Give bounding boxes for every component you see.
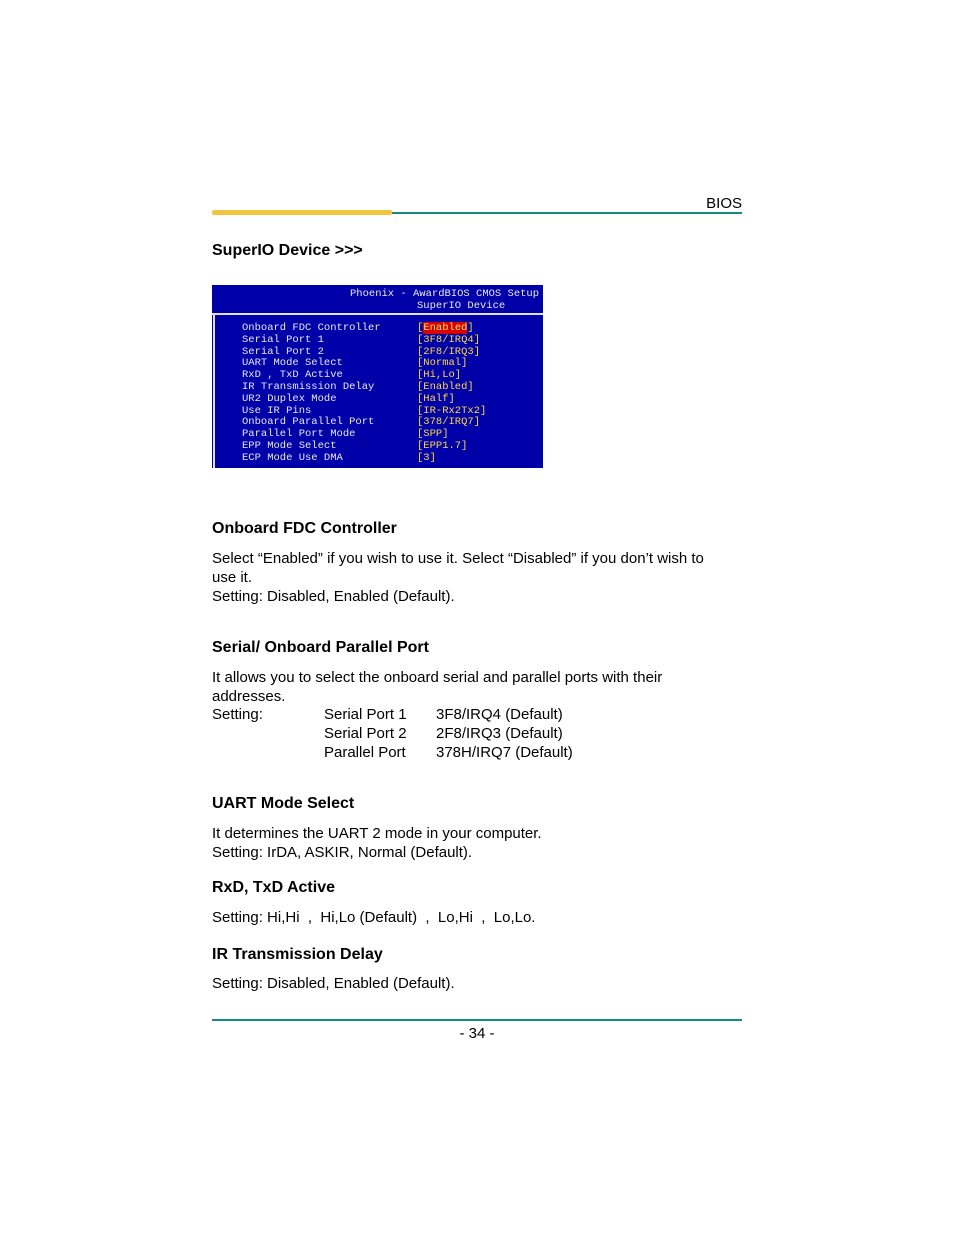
bios-title-line2: SuperIO Device: [417, 300, 506, 312]
bios-row-label: UR2 Duplex Mode: [242, 392, 337, 405]
bios-row-value: [Normal]: [417, 357, 468, 370]
section-header: BIOS: [706, 195, 742, 212]
bios-highlight: Enabled: [423, 322, 468, 334]
bios-row-label: Serial Port 1: [242, 333, 324, 346]
bios-row-label: Serial Port 2: [242, 345, 324, 358]
footer-rule: [212, 1019, 742, 1021]
bios-row-label: Onboard FDC Controller: [242, 322, 381, 334]
bios-row: [242, 405, 542, 417]
ir-setting: Setting: Disabled, Enabled (Default).: [212, 975, 455, 992]
bios-row-label: Parallel Port Mode: [242, 428, 356, 441]
bios-row: [242, 322, 542, 334]
serial-port-2-name: Serial Port 2: [324, 725, 407, 742]
fdc-setting: Setting: Disabled, Enabled (Default).: [212, 588, 455, 605]
bios-row: [242, 452, 542, 464]
fdc-line1: Select “Enabled” if you wish to use it. Select “Disabled” if you don’t wish to: [212, 550, 704, 567]
bios-row-value: [IR-Rx2Tx2]: [417, 404, 487, 417]
bios-row-value: [2F8/IRQ3]: [417, 345, 481, 358]
parallel-port-name: Parallel Port: [324, 744, 406, 761]
fdc-heading: Onboard FDC Controller: [212, 520, 397, 537]
serial-line2: addresses.: [212, 688, 286, 705]
serial-line1: It allows you to select the onboard serial and parallel ports with their: [212, 669, 663, 686]
bios-title: [212, 287, 543, 313]
bios-title-line1: Phoenix - AwardBIOS CMOS Setup: [350, 288, 540, 300]
uart-heading: UART Mode Select: [212, 795, 355, 812]
bios-row-label: EPP Mode Select: [242, 439, 337, 452]
bios-row: [242, 393, 542, 405]
bios-row-value: [SPP]: [417, 428, 449, 441]
bios-row: [242, 369, 542, 381]
bios-row: [242, 428, 542, 440]
bios-screenshot: [212, 285, 543, 468]
uart-setting: Setting: IrDA, ASKIR, Normal (Default).: [212, 844, 473, 861]
bios-row: [242, 357, 542, 369]
bios-row-value: [EPP1.7]: [417, 439, 468, 452]
header-accent-bar: [212, 210, 392, 215]
bios-settings-list: [242, 322, 542, 464]
serial-port-2-value: 2F8/IRQ3 (Default): [436, 725, 563, 742]
bios-row-value: [Enabled]: [417, 322, 474, 334]
bios-row-label: ECP Mode Use DMA: [242, 451, 343, 464]
page-number: - 34 -: [459, 1025, 495, 1042]
bios-left-border: [213, 315, 215, 468]
bios-row-label: Onboard Parallel Port: [242, 416, 375, 429]
bios-row-value: [378/IRQ7]: [417, 416, 481, 429]
serial-port-1-name: Serial Port 1: [324, 706, 407, 723]
bios-row-label: Use IR Pins: [242, 404, 312, 417]
parallel-port-value: 378H/IRQ7 (Default): [436, 744, 573, 761]
header-rule: [392, 212, 742, 214]
bios-divider: [212, 313, 543, 315]
bios-row-label: IR Transmission Delay: [242, 380, 375, 393]
bios-row-value: [3]: [417, 451, 436, 464]
serial-heading: Serial/ Onboard Parallel Port: [212, 639, 429, 656]
bios-row: [242, 416, 542, 428]
bios-row-label: RxD , TxD Active: [242, 369, 343, 382]
uart-line1: It determines the UART 2 mode in your computer.: [212, 825, 542, 842]
bios-row: [242, 381, 542, 393]
serial-setting-label: Setting:: [212, 706, 263, 723]
bios-row-value: [3F8/IRQ4]: [417, 333, 481, 346]
bios-row: [242, 334, 542, 346]
bios-row: [242, 440, 542, 452]
bios-row-value: [Enabled]: [417, 380, 474, 393]
bios-row-value: [Half]: [417, 392, 455, 405]
rxd-setting: Setting: Hi,Hi , Hi,Lo (Default) , Lo,Hi , Lo,Lo.: [212, 909, 536, 926]
ir-heading: IR Transmission Delay: [212, 946, 383, 963]
rxd-heading: RxD, TxD Active: [212, 879, 335, 896]
bios-row-label: UART Mode Select: [242, 357, 343, 370]
serial-port-1-value: 3F8/IRQ4 (Default): [436, 706, 563, 723]
superio-heading: SuperIO Device >>>: [212, 242, 363, 259]
bios-row-value: [Hi,Lo]: [417, 369, 462, 382]
bios-row: [242, 346, 542, 358]
fdc-line2: use it.: [212, 569, 253, 586]
